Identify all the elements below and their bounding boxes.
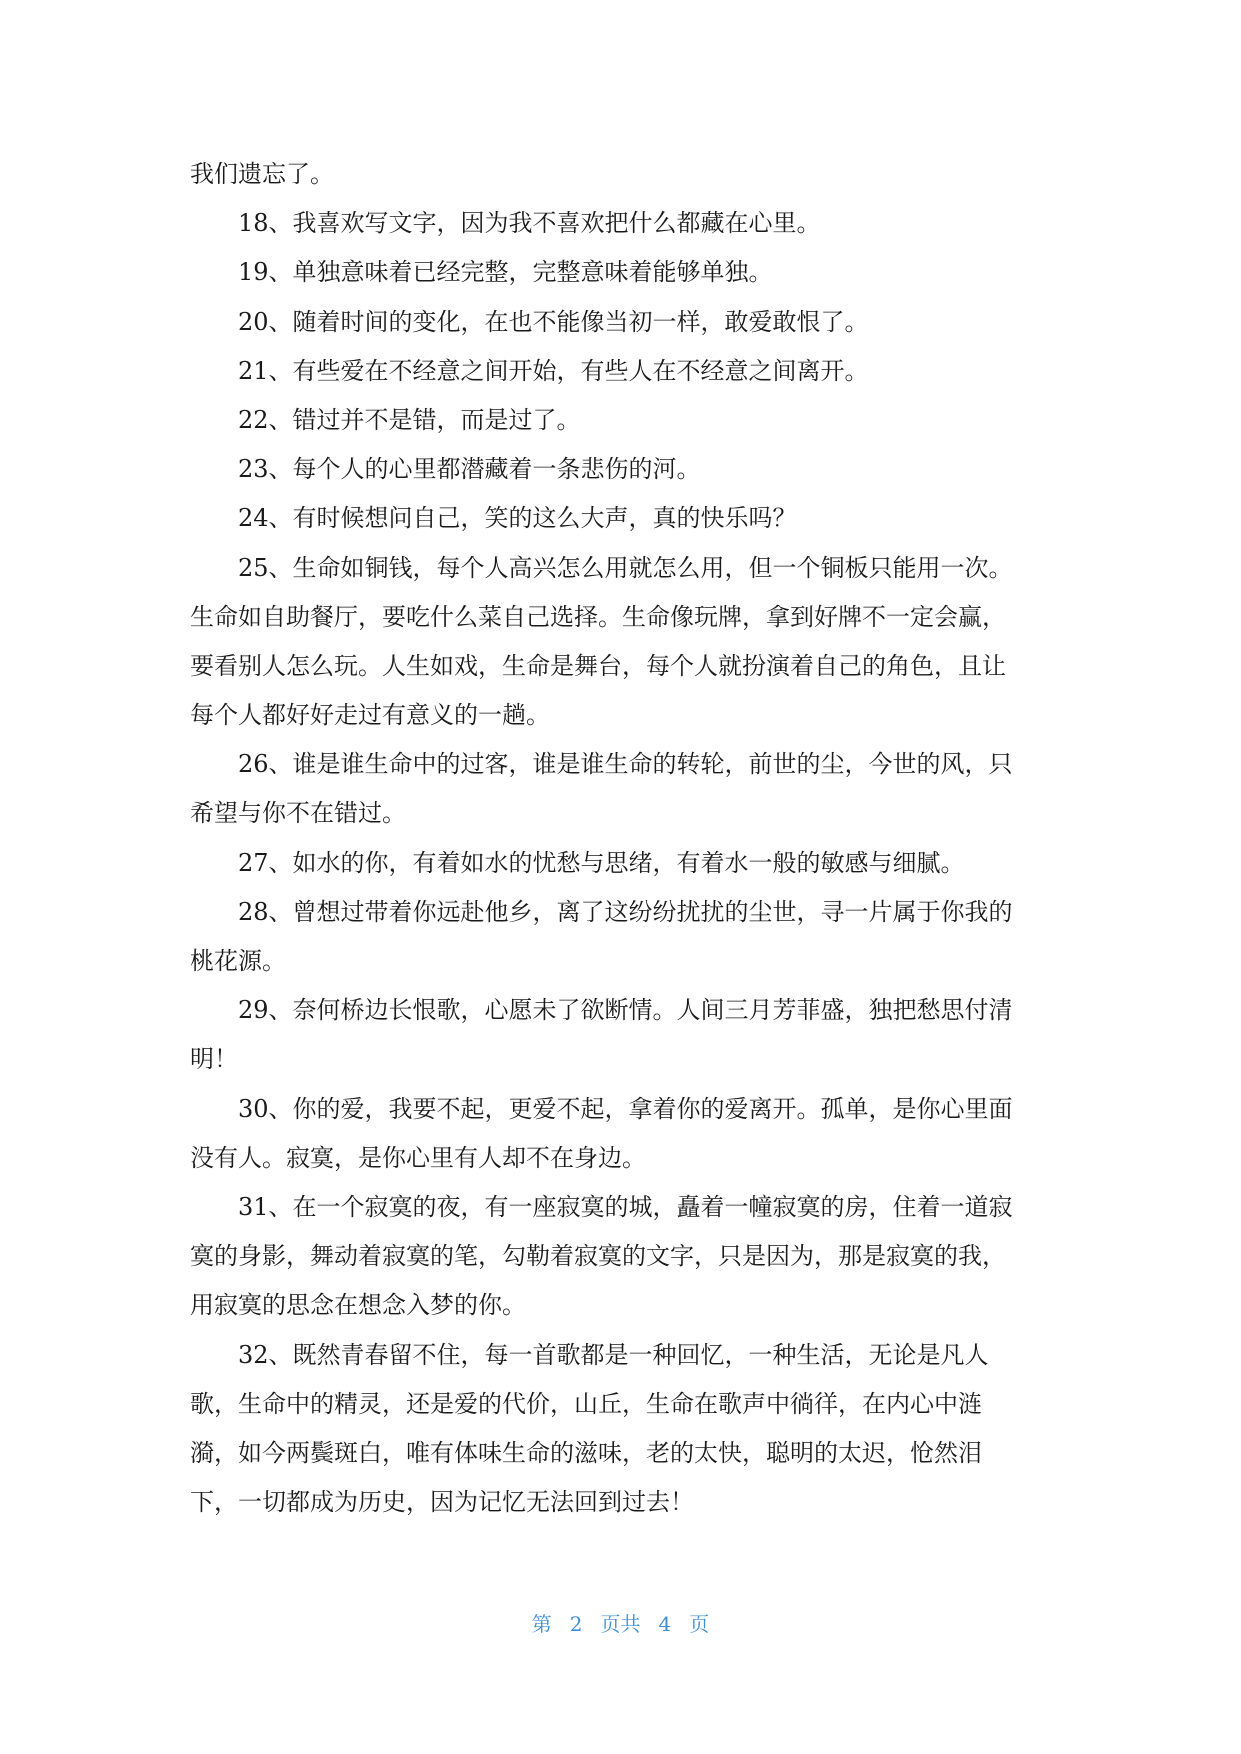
text-line: 27、如水的你，有着如水的忧愁与思绪，有着水一般的敏感与细腻。 <box>238 848 965 877</box>
text-line: 25、生命如铜钱，每个人高兴怎么用就怎么用，但一个铜板只能用一次。 <box>238 553 1013 582</box>
text-line: 18、我喜欢写文字，因为我不喜欢把什么都藏在心里。 <box>238 209 821 238</box>
text-line: 希望与你不在错过。 <box>190 799 406 828</box>
page-label-middle: 页共 <box>600 1612 641 1636</box>
text-line: 23、每个人的心里都潜藏着一条悲伤的河。 <box>238 455 701 484</box>
text-line: 明！ <box>190 1045 238 1074</box>
text-line: 漪，如今两鬓斑白，唯有体味生命的滋味，老的太快，聪明的太迟，怆然泪 <box>190 1438 982 1467</box>
text-line: 32、既然青春留不住，每一首歌都是一种回忆，一种生活，无论是凡人 <box>238 1340 989 1369</box>
text-line: 歌，生命中的精灵，还是爱的代价，山丘，生命在歌声中徜徉，在内心中涟 <box>190 1389 982 1418</box>
text-line: 30、你的爱，我要不起，更爱不起，拿着你的爱离开。孤单，是你心里面 <box>238 1094 1013 1123</box>
text-line: 31、在一个寂寞的夜，有一座寂寞的城，矗着一幢寂寞的房，住着一道寂 <box>238 1192 1013 1221</box>
text-line: 26、谁是谁生命中的过客，谁是谁生命的转轮，前世的尘，今世的风，只 <box>238 750 1013 779</box>
text-line: 29、奈何桥边长恨歌，心愿未了欲断情。人间三月芳菲盛，独把愁思付清 <box>238 996 1013 1025</box>
page-footer <box>0 1608 1241 1637</box>
text-line: 寞的身影，舞动着寂寞的笔，勾勒着寂寞的文字，只是因为，那是寂寞的我， <box>190 1242 1006 1271</box>
text-line: 没有人。寂寞，是你心里有人却不在身边。 <box>190 1143 646 1172</box>
text-line: 24、有时候想问自己，笑的这么大声，真的快乐吗？ <box>238 504 797 533</box>
current-page-number: 2 <box>569 1612 583 1636</box>
text-line: 28、曾想过带着你远赴他乡，离了这纷纷扰扰的尘世，寻一片属于你我的 <box>238 897 1013 926</box>
document-body <box>190 150 1050 1527</box>
text-line: 下，一切都成为历史，因为记忆无法回到过去！ <box>190 1488 694 1517</box>
text-line: 用寂寞的思念在想念入梦的你。 <box>190 1291 526 1320</box>
text-line: 要看别人怎么玩。人生如戏，生命是舞台，每个人就扮演着自己的角色，且让 <box>190 651 1006 680</box>
text-line: 每个人都好好走过有意义的一趟。 <box>190 701 550 730</box>
text-line: 20、随着时间的变化，在也不能像当初一样，敢爱敢恨了。 <box>238 307 869 336</box>
text-line: 桃花源。 <box>190 947 286 975</box>
text-line: 22、错过并不是错，而是过了。 <box>238 405 581 434</box>
total-pages-number: 4 <box>658 1612 672 1636</box>
text-line: 生命如自助餐厅，要吃什么菜自己选择。生命像玩牌，拿到好牌不一定会赢， <box>190 602 1006 631</box>
page-label-prefix: 第 <box>531 1612 552 1636</box>
text-line: 21、有些爱在不经意之间开始，有些人在不经意之间离开。 <box>238 356 869 385</box>
text-line: 我们遗忘了。 <box>190 160 334 188</box>
text-line: 19、单独意味着已经完整，完整意味着能够单独。 <box>238 258 773 287</box>
page-label-suffix: 页 <box>689 1612 710 1636</box>
